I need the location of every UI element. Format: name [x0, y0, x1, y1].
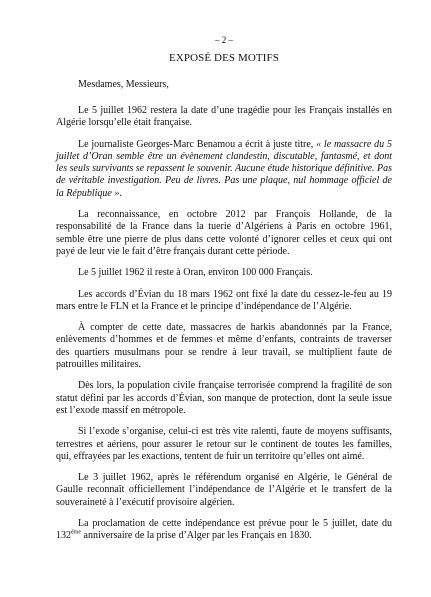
- page-number: – 2 –: [215, 35, 233, 45]
- paragraph-4: Le 5 juillet 1962 il reste à Oran, environ 100 000 Français.: [78, 267, 313, 279]
- document-page: [56, 35, 392, 552]
- paragraph-3: La reconnaissance, en octobre 2012 par François Hollande, de la responsabilité de la France dans la tuerie d’Algériens à Paris en octobre 1961, semble être une pierre de plus dans cette volonté d’ignorer celles et ceux qui ont payé de leur vie le fait d’être français durant cette période.: [56, 209, 392, 257]
- paragraph-10-before: La proclamation de cette indépendance est prévue pour le 5 juillet, date du 132: [56, 518, 392, 542]
- paragraph-6: À compter de cette date, massacres de harkis abandonnés par la France, enlèvements d’hommes et de femmes et même d’enfants, contraints de traverser des quartiers musulmans pour se rendre à leur travail, se multiplient faute de patrouilles militaires.: [56, 322, 392, 371]
- paragraph-2-intro: Le journaliste Georges-Marc Benamou a écrit à juste titre,: [78, 138, 317, 150]
- paragraph-2-end: .: [119, 187, 122, 199]
- paragraph-2: [56, 139, 392, 200]
- ordinal-superscript: ème: [71, 529, 81, 536]
- paragraph-10-after: anniversaire de la prise d’Alger par les Français en 1830.: [81, 530, 312, 542]
- paragraph-2-quote: « le massacre du 5 juillet d’Oran semble être un évènement clandestin, discutable, fantasmé, et dont les seuls survivants se repassent le souvenir. Aucune étude historique définitive. Pas de véritable investigation. Peu de livres. Pas une plaque, nul hommage officiel de la République »: [56, 138, 392, 199]
- paragraph-9: Le 3 juillet 1962, après le référendum organisé en Algérie, le Général de Gaulle reconnaît officiellement l’indépendance de l’Algérie et le transfert de la souveraineté à l’exécutif provisoire algérien.: [56, 472, 392, 508]
- document-title: EXPOSÉ DES MOTIFS: [169, 52, 279, 64]
- salutation: Mesdames, Messieurs,: [78, 79, 169, 90]
- paragraph-1: Le 5 juillet 1962 restera la date d’une tragédie pour les Français installés en Algérie lorsqu’elle était française.: [56, 105, 392, 129]
- paragraph-5: Les accords d’Évian du 18 mars 1962 ont fixé la date du cessez-le-feu au 19 mars entre le FLN et la France et le principe d’indépendance de l’Algérie.: [56, 288, 392, 312]
- paragraph-10: [56, 518, 392, 543]
- paragraph-7: Dès lors, la population civile française terrorisée comprend la fragilité de son statut défini par les accords d’Évian, son manque de protection, dont la seule issue est l’exode massif en métropole.: [56, 380, 392, 416]
- paragraph-8: Si l’exode s’organise, celui-ci est très vite ralenti, faute de moyens suffisants, terrestres et aériens, pour assurer le retour sur le continent de toutes les familles, qui, effrayées par les exactions, tentent de fuir un territoire qu’elles ont aimé.: [56, 426, 392, 462]
